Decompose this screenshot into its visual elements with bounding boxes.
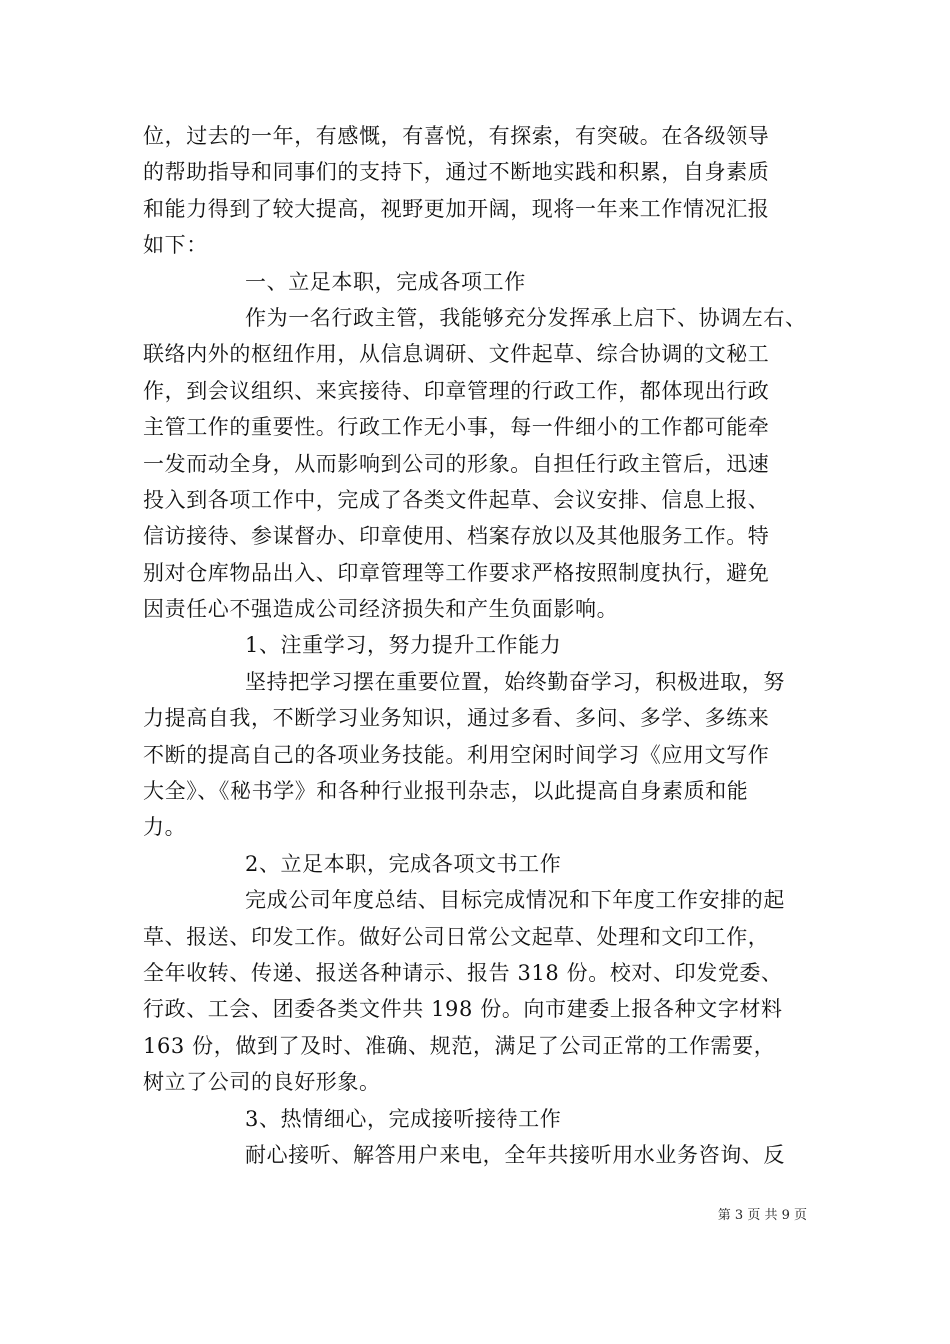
text-line: 树立了公司的良好形象。 bbox=[143, 1070, 381, 1095]
text-line: 3、热情细心，完成接听接待工作 bbox=[245, 1106, 562, 1131]
text-line: 位，过去的一年，有感慨，有喜悦，有探索，有突破。在各级领导 bbox=[143, 124, 770, 148]
text-line: 大全》、《秘书学》和各种行业报刊杂志，以此提高自身素质和能 bbox=[143, 779, 749, 804]
text-line: 的帮助指导和同事们的支持下，通过不断地实践和积累，自身素质 bbox=[143, 160, 770, 185]
text-line: 完成公司年度总结、目标完成情况和下年度工作安排的起 bbox=[245, 888, 785, 913]
text-line: 耐心接听、解答用户来电，全年共接听用水业务咨询、反 bbox=[245, 1142, 785, 1167]
page-number-footer: 第 3 页 共 9 页 bbox=[717, 1208, 807, 1223]
text-line: 草、报送、印发工作。做好公司日常公文起草、处理和文印工作， bbox=[143, 924, 770, 949]
text-line: 行政、工会、团委各类文件共 198 份。向市建委上报各种文字材料 bbox=[143, 997, 783, 1022]
text-line: 坚持把学习摆在重要位置，始终勤奋学习，积极进取，努 bbox=[245, 669, 785, 694]
text-line: 力提高自我，不断学习业务知识，通过多看、多问、多学、多练来 bbox=[143, 706, 770, 731]
text-line: 信访接待、参谋督办、印章使用、档案存放以及其他服务工作。特 bbox=[143, 524, 770, 549]
text-line: 不断的提高自己的各项业务技能。利用空闲时间学习《应用文写作 bbox=[143, 742, 770, 767]
text-line: 投入到各项工作中，完成了各类文件起草、会议安排、信息上报、 bbox=[143, 487, 770, 512]
text-line: 别对仓库物品出入、印章管理等工作要求严格按照制度执行，避免 bbox=[143, 560, 770, 585]
text-line: 163 份，做到了及时、准确、规范，满足了公司正常的工作需要， bbox=[143, 1033, 776, 1058]
text-line: 作为一名行政主管，我能够充分发挥承上启下、协调左右、 bbox=[245, 305, 807, 330]
text-line: 和能力得到了较大提高，视野更加开阔，现将一年来工作情况汇报 bbox=[143, 196, 770, 221]
text-line: 联络内外的枢纽作用，从信息调研、文件起草、综合协调的文秘工 bbox=[143, 342, 770, 367]
text-line: 如下： bbox=[143, 233, 208, 258]
text-line: 全年收转、传递、报送各种请示、报告 318 份。校对、印发党委、 bbox=[143, 960, 783, 985]
text-line: 2、立足本职，完成各项文书工作 bbox=[245, 851, 562, 876]
document-body bbox=[143, 118, 807, 1173]
text-line: 作，到会议组织、来宾接待、印章管理的行政工作，都体现出行政 bbox=[143, 378, 770, 403]
text-line: 1、注重学习，努力提升工作能力 bbox=[245, 633, 562, 658]
text-line: 力。 bbox=[143, 815, 187, 840]
text-line: 因责任心不强造成公司经济损失和产生负面影响。 bbox=[143, 597, 619, 622]
text-line: 主管工作的重要性。行政工作无小事，每一件细小的工作都可能牵 bbox=[143, 415, 770, 440]
text-line: 一、立足本职，完成各项工作 bbox=[245, 269, 526, 294]
text-line: 一发而动全身，从而影响到公司的形象。自担任行政主管后，迅速 bbox=[143, 451, 770, 476]
